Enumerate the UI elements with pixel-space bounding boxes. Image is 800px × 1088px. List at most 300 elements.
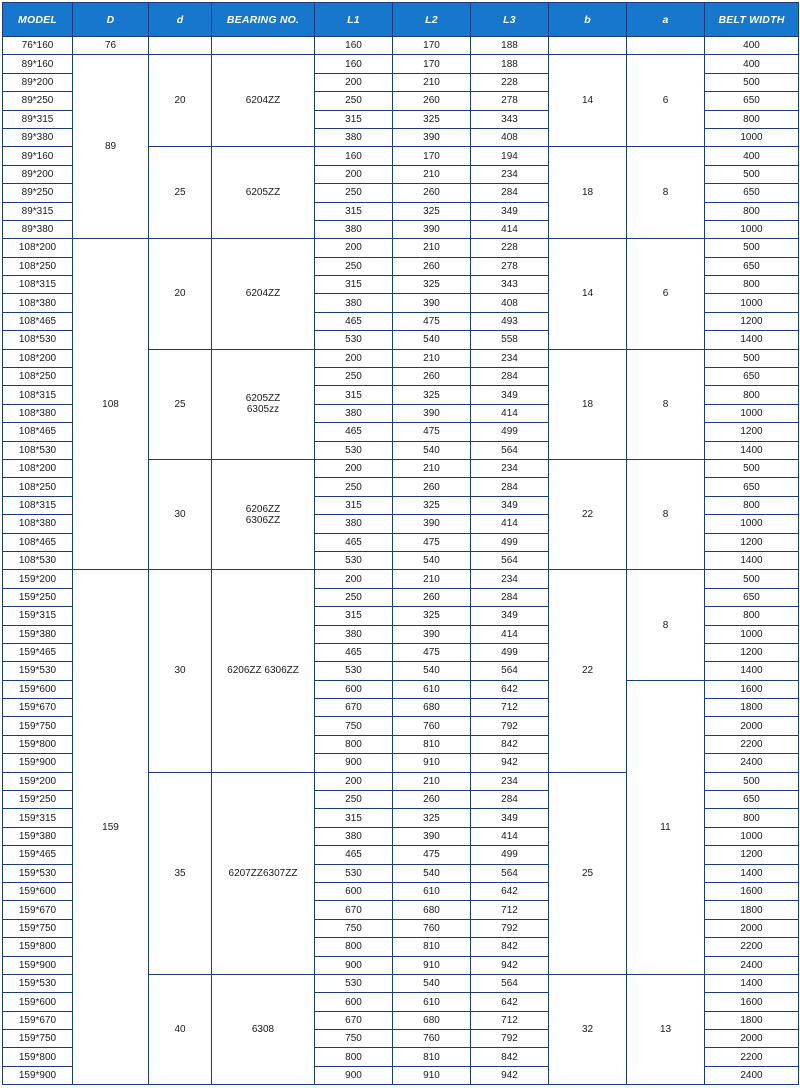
L1-cell: 250	[315, 478, 393, 496]
L1-cell: 465	[315, 312, 393, 330]
L3-cell: 642	[471, 680, 549, 698]
bearing-no-cell	[212, 570, 315, 772]
L2-cell: 910	[393, 1066, 471, 1084]
model-cell: 89*250	[3, 184, 73, 202]
L2-cell: 325	[393, 607, 471, 625]
L2-cell: 260	[393, 184, 471, 202]
bearing-no-line: 6306ZZ	[245, 514, 281, 526]
L2-cell: 170	[393, 37, 471, 55]
L2-cell: 170	[393, 147, 471, 165]
bearing-no-line: 6206ZZ 6306ZZ	[227, 665, 299, 677]
L1-cell: 465	[315, 846, 393, 864]
L3-cell: 564	[471, 662, 549, 680]
L2-cell: 260	[393, 478, 471, 496]
model-cell: 108*380	[3, 515, 73, 533]
b-cell: 32	[549, 974, 627, 1084]
belt-width-cell: 650	[705, 478, 799, 496]
L3-cell: 564	[471, 974, 549, 992]
L3-cell: 349	[471, 202, 549, 220]
L1-cell: 600	[315, 993, 393, 1011]
L3-cell: 234	[471, 459, 549, 477]
L3-cell: 712	[471, 699, 549, 717]
L3-cell: 499	[471, 423, 549, 441]
L1-cell: 380	[315, 827, 393, 845]
belt-width-cell: 2200	[705, 1048, 799, 1066]
L2-cell: 390	[393, 404, 471, 422]
L3-cell: 792	[471, 919, 549, 937]
D-cell: 108	[73, 239, 149, 570]
belt-width-cell: 1200	[705, 312, 799, 330]
L1-cell: 160	[315, 147, 393, 165]
belt-width-cell: 1000	[705, 827, 799, 845]
L3-cell: 343	[471, 276, 549, 294]
D-cell: 159	[73, 570, 149, 1085]
belt-width-cell: 2400	[705, 1066, 799, 1084]
belt-width-cell: 1800	[705, 699, 799, 717]
d-cell: 35	[149, 772, 212, 974]
table-row	[3, 570, 799, 588]
L1-cell: 160	[315, 37, 393, 55]
L1-cell: 670	[315, 901, 393, 919]
L2-cell: 390	[393, 128, 471, 146]
L1-cell: 160	[315, 55, 393, 73]
bearing-no-cell	[212, 37, 315, 55]
L2-cell: 390	[393, 515, 471, 533]
model-cell: 159*750	[3, 717, 73, 735]
model-cell: 89*315	[3, 202, 73, 220]
model-cell: 159*250	[3, 588, 73, 606]
bearing-no-line: 6206ZZ	[245, 503, 281, 515]
L1-cell: 250	[315, 257, 393, 275]
a-cell: 11	[627, 680, 705, 974]
model-cell: 108*200	[3, 459, 73, 477]
L1-cell: 315	[315, 809, 393, 827]
L1-cell: 380	[315, 515, 393, 533]
model-cell: 159*800	[3, 735, 73, 753]
model-cell: 108*315	[3, 496, 73, 514]
L2-cell: 210	[393, 165, 471, 183]
d-cell	[149, 37, 212, 55]
L2-cell: 260	[393, 368, 471, 386]
L2-cell: 475	[393, 312, 471, 330]
model-cell: 159*800	[3, 1048, 73, 1066]
header-a: a	[627, 3, 705, 37]
L3-cell: 284	[471, 791, 549, 809]
header-L1: L1	[315, 3, 393, 37]
L2-cell: 810	[393, 938, 471, 956]
L3-cell: 284	[471, 588, 549, 606]
model-cell: 108*250	[3, 478, 73, 496]
L1-cell: 380	[315, 625, 393, 643]
d-cell: 25	[149, 147, 212, 239]
L2-cell: 910	[393, 956, 471, 974]
header-b: b	[549, 3, 627, 37]
L2-cell: 610	[393, 680, 471, 698]
table-row	[3, 55, 799, 73]
L2-cell: 325	[393, 110, 471, 128]
L1-cell: 380	[315, 404, 393, 422]
header-model: MODEL	[3, 3, 73, 37]
model-cell: 159*380	[3, 625, 73, 643]
belt-width-cell: 400	[705, 55, 799, 73]
a-cell: 8	[627, 459, 705, 569]
header-bearing-no: BEARING NO.	[212, 3, 315, 37]
L2-cell: 210	[393, 73, 471, 91]
L3-cell: 942	[471, 754, 549, 772]
model-cell: 89*200	[3, 73, 73, 91]
L3-cell: 414	[471, 515, 549, 533]
model-cell: 108*250	[3, 368, 73, 386]
a-cell: 6	[627, 55, 705, 147]
belt-width-cell: 1800	[705, 901, 799, 919]
header-d: d	[149, 3, 212, 37]
table-row	[3, 239, 799, 257]
L3-cell: 842	[471, 735, 549, 753]
L3-cell: 278	[471, 92, 549, 110]
belt-width-cell: 1000	[705, 404, 799, 422]
model-cell: 108*530	[3, 441, 73, 459]
L2-cell: 210	[393, 772, 471, 790]
L3-cell: 188	[471, 37, 549, 55]
L2-cell: 260	[393, 257, 471, 275]
L2-cell: 540	[393, 331, 471, 349]
model-cell: 159*900	[3, 956, 73, 974]
L2-cell: 475	[393, 533, 471, 551]
b-cell: 14	[549, 239, 627, 349]
L2-cell: 680	[393, 699, 471, 717]
L1-cell: 600	[315, 680, 393, 698]
L3-cell: 228	[471, 73, 549, 91]
L3-cell: 234	[471, 349, 549, 367]
belt-width-cell: 400	[705, 37, 799, 55]
L3-cell: 564	[471, 864, 549, 882]
L1-cell: 250	[315, 791, 393, 809]
L3-cell: 942	[471, 1066, 549, 1084]
a-cell: 8	[627, 570, 705, 680]
belt-width-cell: 800	[705, 809, 799, 827]
model-cell: 108*315	[3, 386, 73, 404]
L3-cell: 228	[471, 239, 549, 257]
L3-cell: 284	[471, 184, 549, 202]
belt-width-cell: 1400	[705, 331, 799, 349]
L1-cell: 200	[315, 772, 393, 790]
bearing-no-line: 6205ZZ	[245, 393, 281, 405]
L3-cell: 712	[471, 901, 549, 919]
model-cell: 159*900	[3, 1066, 73, 1084]
d-cell: 40	[149, 974, 212, 1084]
belt-width-cell: 2000	[705, 717, 799, 735]
belt-width-cell: 800	[705, 496, 799, 514]
L2-cell: 210	[393, 570, 471, 588]
L1-cell: 315	[315, 276, 393, 294]
L1-cell: 250	[315, 368, 393, 386]
L3-cell: 349	[471, 607, 549, 625]
L1-cell: 750	[315, 919, 393, 937]
model-cell: 159*315	[3, 809, 73, 827]
L3-cell: 414	[471, 625, 549, 643]
L2-cell: 680	[393, 901, 471, 919]
d-cell: 20	[149, 55, 212, 147]
belt-width-cell: 500	[705, 73, 799, 91]
belt-width-cell: 500	[705, 570, 799, 588]
model-cell: 159*750	[3, 1030, 73, 1048]
L2-cell: 260	[393, 92, 471, 110]
L3-cell: 188	[471, 55, 549, 73]
belt-width-cell: 650	[705, 368, 799, 386]
belt-width-cell: 650	[705, 257, 799, 275]
belt-width-cell: 1400	[705, 864, 799, 882]
L1-cell: 900	[315, 1066, 393, 1084]
L3-cell: 284	[471, 368, 549, 386]
bearing-no-line: 6204ZZ	[245, 288, 281, 300]
L2-cell: 260	[393, 791, 471, 809]
D-cell: 76	[73, 37, 149, 55]
belt-width-cell: 1600	[705, 680, 799, 698]
model-cell: 108*530	[3, 331, 73, 349]
L2-cell: 540	[393, 551, 471, 569]
L1-cell: 530	[315, 331, 393, 349]
L3-cell: 493	[471, 312, 549, 330]
L1-cell: 200	[315, 165, 393, 183]
L2-cell: 325	[393, 496, 471, 514]
model-cell: 108*465	[3, 312, 73, 330]
model-cell: 108*380	[3, 294, 73, 312]
model-cell: 89*380	[3, 128, 73, 146]
belt-width-cell: 2200	[705, 735, 799, 753]
bearing-no-cell	[212, 974, 315, 1084]
L1-cell: 465	[315, 643, 393, 661]
belt-width-cell: 650	[705, 588, 799, 606]
L2-cell: 325	[393, 809, 471, 827]
L2-cell: 760	[393, 717, 471, 735]
L1-cell: 530	[315, 551, 393, 569]
bearing-no-line: 6305zz	[246, 404, 280, 416]
L2-cell: 475	[393, 643, 471, 661]
bearing-no-cell	[212, 772, 315, 974]
L2-cell: 390	[393, 220, 471, 238]
d-cell: 30	[149, 570, 212, 772]
belt-width-cell: 800	[705, 607, 799, 625]
bearing-no-cell	[212, 55, 315, 147]
bearing-no-cell	[212, 349, 315, 459]
L2-cell: 475	[393, 423, 471, 441]
belt-width-cell: 2200	[705, 938, 799, 956]
model-cell: 159*530	[3, 662, 73, 680]
belt-width-cell: 500	[705, 239, 799, 257]
belt-width-cell: 800	[705, 202, 799, 220]
L3-cell: 499	[471, 846, 549, 864]
L1-cell: 380	[315, 220, 393, 238]
bearing-no-line: 6308	[251, 1024, 275, 1036]
belt-width-cell: 1200	[705, 423, 799, 441]
L3-cell: 408	[471, 294, 549, 312]
table-body	[3, 37, 799, 1085]
L3-cell: 194	[471, 147, 549, 165]
model-cell: 108*315	[3, 276, 73, 294]
model-cell: 159*600	[3, 882, 73, 900]
model-cell: 159*600	[3, 993, 73, 1011]
belt-width-cell: 1800	[705, 1011, 799, 1029]
model-cell: 89*160	[3, 147, 73, 165]
belt-width-cell: 650	[705, 791, 799, 809]
L1-cell: 315	[315, 110, 393, 128]
belt-width-cell: 1200	[705, 533, 799, 551]
model-cell: 108*380	[3, 404, 73, 422]
header-L2: L2	[393, 3, 471, 37]
belt-width-cell: 800	[705, 276, 799, 294]
belt-width-cell: 2000	[705, 1030, 799, 1048]
model-cell: 159*315	[3, 607, 73, 625]
L3-cell: 234	[471, 772, 549, 790]
model-cell: 159*200	[3, 570, 73, 588]
L3-cell: 414	[471, 220, 549, 238]
L3-cell: 842	[471, 938, 549, 956]
L1-cell: 800	[315, 735, 393, 753]
d-cell: 20	[149, 239, 212, 349]
model-cell: 159*465	[3, 846, 73, 864]
a-cell: 8	[627, 147, 705, 239]
L2-cell: 390	[393, 294, 471, 312]
bearing-no-cell	[212, 147, 315, 239]
L2-cell: 810	[393, 1048, 471, 1066]
model-cell: 108*530	[3, 551, 73, 569]
model-cell: 159*465	[3, 643, 73, 661]
L3-cell: 234	[471, 570, 549, 588]
L1-cell: 600	[315, 882, 393, 900]
L1-cell: 200	[315, 349, 393, 367]
L1-cell: 530	[315, 662, 393, 680]
belt-width-cell: 1000	[705, 515, 799, 533]
L1-cell: 250	[315, 92, 393, 110]
L3-cell: 942	[471, 956, 549, 974]
L1-cell: 750	[315, 717, 393, 735]
L1-cell: 200	[315, 239, 393, 257]
L3-cell: 642	[471, 993, 549, 1011]
belt-width-cell: 2000	[705, 919, 799, 937]
belt-width-cell: 1000	[705, 625, 799, 643]
L1-cell: 900	[315, 754, 393, 772]
belt-width-cell: 2400	[705, 754, 799, 772]
L3-cell: 284	[471, 478, 549, 496]
belt-width-cell: 800	[705, 386, 799, 404]
belt-width-cell: 1400	[705, 551, 799, 569]
model-cell: 159*600	[3, 680, 73, 698]
model-cell: 108*250	[3, 257, 73, 275]
L2-cell: 210	[393, 459, 471, 477]
bearing-no-line: 6205ZZ	[245, 187, 281, 199]
L3-cell: 712	[471, 1011, 549, 1029]
L1-cell: 900	[315, 956, 393, 974]
L1-cell: 465	[315, 533, 393, 551]
L1-cell: 670	[315, 699, 393, 717]
model-cell: 159*900	[3, 754, 73, 772]
L3-cell: 349	[471, 809, 549, 827]
L2-cell: 680	[393, 1011, 471, 1029]
L3-cell: 564	[471, 441, 549, 459]
L1-cell: 315	[315, 386, 393, 404]
belt-width-cell: 800	[705, 110, 799, 128]
belt-width-cell: 1000	[705, 294, 799, 312]
belt-width-cell: 650	[705, 92, 799, 110]
belt-width-cell: 400	[705, 147, 799, 165]
L1-cell: 465	[315, 423, 393, 441]
belt-width-cell: 1400	[705, 974, 799, 992]
L1-cell: 380	[315, 294, 393, 312]
L3-cell: 408	[471, 128, 549, 146]
model-cell: 159*250	[3, 791, 73, 809]
model-cell: 89*160	[3, 55, 73, 73]
L1-cell: 315	[315, 202, 393, 220]
model-cell: 159*530	[3, 864, 73, 882]
bearing-no-line: 6204ZZ	[245, 95, 281, 107]
L2-cell: 210	[393, 239, 471, 257]
model-cell: 159*800	[3, 938, 73, 956]
L1-cell: 250	[315, 184, 393, 202]
d-cell: 30	[149, 459, 212, 569]
b-cell: 18	[549, 349, 627, 459]
table-row	[3, 37, 799, 55]
L3-cell: 499	[471, 643, 549, 661]
model-cell: 108*200	[3, 349, 73, 367]
L1-cell: 200	[315, 570, 393, 588]
model-cell: 89*250	[3, 92, 73, 110]
model-cell: 108*200	[3, 239, 73, 257]
L3-cell: 343	[471, 110, 549, 128]
L1-cell: 200	[315, 459, 393, 477]
bearing-no-cell	[212, 239, 315, 349]
header-row	[3, 3, 799, 37]
model-cell: 76*160	[3, 37, 73, 55]
a-cell: 13	[627, 974, 705, 1084]
L1-cell: 800	[315, 1048, 393, 1066]
model-cell: 89*380	[3, 220, 73, 238]
belt-width-cell: 500	[705, 165, 799, 183]
L3-cell: 842	[471, 1048, 549, 1066]
L2-cell: 325	[393, 202, 471, 220]
spec-table-container	[2, 2, 798, 1085]
L2-cell: 760	[393, 1030, 471, 1048]
belt-width-cell: 1000	[705, 220, 799, 238]
a-cell: 6	[627, 239, 705, 349]
model-cell: 159*530	[3, 974, 73, 992]
model-cell: 108*465	[3, 533, 73, 551]
L3-cell: 642	[471, 882, 549, 900]
header-D: D	[73, 3, 149, 37]
belt-width-cell: 1200	[705, 643, 799, 661]
L1-cell: 250	[315, 588, 393, 606]
a-cell	[627, 37, 705, 55]
L2-cell: 540	[393, 662, 471, 680]
model-cell: 159*670	[3, 1011, 73, 1029]
idler-spec-table	[2, 2, 799, 1085]
model-cell: 159*670	[3, 901, 73, 919]
L2-cell: 390	[393, 625, 471, 643]
L3-cell: 792	[471, 717, 549, 735]
L3-cell: 564	[471, 551, 549, 569]
L1-cell: 750	[315, 1030, 393, 1048]
L2-cell: 170	[393, 55, 471, 73]
belt-width-cell: 1400	[705, 441, 799, 459]
L1-cell: 670	[315, 1011, 393, 1029]
header-L3: L3	[471, 3, 549, 37]
L3-cell: 499	[471, 533, 549, 551]
bearing-no-cell	[212, 459, 315, 569]
L2-cell: 210	[393, 349, 471, 367]
L3-cell: 349	[471, 386, 549, 404]
L2-cell: 810	[393, 735, 471, 753]
belt-width-cell: 1600	[705, 993, 799, 1011]
L1-cell: 530	[315, 974, 393, 992]
